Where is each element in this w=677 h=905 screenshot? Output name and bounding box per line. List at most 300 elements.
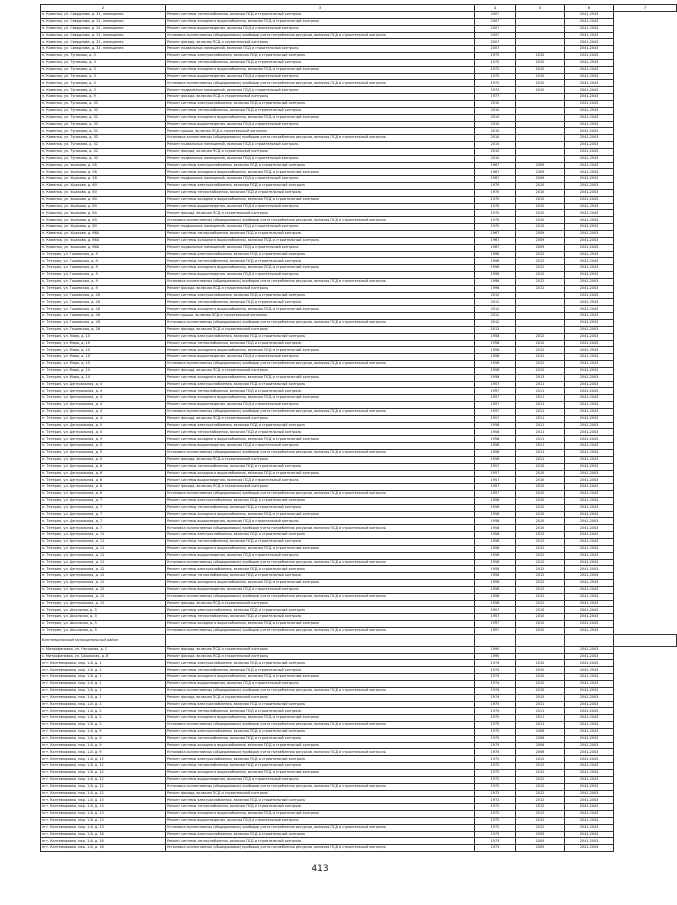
build-year-cell: 1958 (475, 422, 516, 429)
planned-period-cell: 2041-2043 (565, 715, 614, 722)
planned-period-cell: 2041-2043 (565, 354, 614, 361)
build-year-cell: 2007 (475, 18, 516, 25)
last-repair-year-cell: 2010 (516, 87, 565, 94)
last-repair-year-cell: 2012 (516, 824, 565, 831)
build-year-cell: 1957 (475, 627, 516, 634)
address-cell: п. Тетерин, ул. Центральная, д. 7 (41, 504, 166, 511)
address-cell: п. Тетерин, ул. Центральная, д. 4 (41, 388, 166, 395)
last-repair-year-cell (516, 319, 565, 326)
planned-period-cell: 2041-2043 (565, 361, 614, 368)
planned-period-cell: 2041-2043 (565, 538, 614, 545)
address-cell: п. Тетерин, ул. Гошевская, д. 9 (41, 278, 166, 285)
table-row (41, 470, 677, 477)
last-repair-year-cell: 2011 (516, 381, 565, 388)
address-cell: п. Тетерин, ул. Гошевская, д. 9 (41, 258, 166, 265)
address-cell: п. Каменка, ул. Ушакова, д. 60 (41, 183, 166, 190)
last-repair-year-cell: 2011 (516, 708, 565, 715)
address-cell: п. Каменка, ул. Тупикова, д. 32 (41, 142, 166, 149)
table-row (41, 593, 677, 600)
build-year-cell: 2010 (475, 155, 516, 162)
address-cell: п. Тетерин, ул. Центральная, д. 11 (41, 552, 166, 559)
address-cell: пгт. Кантемировка, мкр. 1-й, д. 12 (41, 776, 166, 783)
build-year-cell: 1958 (475, 511, 516, 518)
table-row (41, 614, 677, 621)
planned-period-cell: 2041-2043 (565, 586, 614, 593)
last-repair-year-cell: 2009 (516, 176, 565, 183)
address-cell: п. Каменка, ул. Тупикова, д. 32 (41, 121, 166, 128)
build-year-cell: 1958 (475, 580, 516, 587)
planned-period-cell: 2041-2043 (565, 73, 614, 80)
planned-period-cell: 2041-2043 (565, 121, 614, 128)
build-year-cell: 2010 (475, 100, 516, 107)
planned-period-cell: 2041-2043 (565, 169, 614, 176)
address-cell: п. Каменка, ул. Тупикова, д. 3 (41, 59, 166, 66)
build-year-cell: 1972 (475, 769, 516, 776)
address-cell: п. Тетерин, ул. Центральная, д. 11 (41, 532, 166, 539)
address-cell: п. Каменка, ул. Тупикова, д. 3 (41, 87, 166, 94)
address-cell: п. Тетерин, ул. Гошевская, д. 9 (41, 272, 166, 279)
address-cell: п. Тетерин, ул. Центральная, д. 12 (41, 580, 166, 587)
work-type-cell: Ремонт системы холодного водоснабжения, включая ПСД и строительный контроль (166, 769, 475, 776)
build-year-cell: 1958 (475, 525, 516, 532)
section-title: Кантемировский муниципальный район (41, 634, 166, 646)
table-row (41, 701, 677, 708)
last-repair-year-cell: 2010 (516, 224, 565, 231)
address-cell: пгт. Кантемировка, мкр. 1-й, д. 9 (41, 728, 166, 735)
work-type-cell: Ремонт системы электроснабжения, включая ПСД и строительный контроль (166, 831, 475, 838)
build-year-cell: 1974 (475, 687, 516, 694)
build-year-cell: 1958 (475, 538, 516, 545)
planned-period-cell: 2041-2043 (565, 804, 614, 811)
build-year-cell: 1970 (475, 183, 516, 190)
last-repair-year-cell: 2012 (516, 347, 565, 354)
table-row (41, 388, 677, 395)
address-cell: п. Каменка, ул. Ушакова, д. 66А (41, 231, 166, 238)
planned-period-cell: 2041-2043 (565, 183, 614, 190)
address-cell: пгт. Кантемировка, мкр. 1-й, д. 13 (41, 797, 166, 804)
build-year-cell: 1975 (475, 728, 516, 735)
build-year-cell: 1972 (475, 776, 516, 783)
planned-period-cell: 2041-2043 (565, 59, 614, 66)
last-repair-year-cell: 2010 (516, 484, 565, 491)
planned-period-cell: 2041-2043 (565, 436, 614, 443)
planned-period-cell: 2041-2043 (565, 667, 614, 674)
address-cell: п. Тетерин, ул. Центральная, д. 12 (41, 566, 166, 573)
planned-period-cell: 2041-2043 (565, 53, 614, 60)
header-cell-7: 7 (614, 5, 677, 12)
build-year-cell: 1967 (475, 244, 516, 251)
last-repair-year-cell: 2012 (516, 600, 565, 607)
last-repair-year-cell (516, 32, 565, 39)
table-row (41, 484, 677, 491)
address-cell: п. Каменка, ул. Свердлова, д. 31, помещения (41, 39, 166, 46)
last-repair-year-cell: 2010 (516, 667, 565, 674)
planned-period-cell: 2041-2043 (565, 811, 614, 818)
address-cell: п. Тетерин, ул. Центральная, д. 5 (41, 429, 166, 436)
table-row (41, 319, 677, 326)
table-row (41, 374, 677, 381)
last-repair-year-cell: 2010 (516, 80, 565, 87)
build-year-cell: 1974 (475, 694, 516, 701)
last-repair-year-cell (516, 326, 565, 333)
build-year-cell: 1957 (475, 463, 516, 470)
work-type-cell: Ремонт системы водоотведения, включая ПСД и строительный контроль (166, 586, 475, 593)
address-cell: п. Каменка, ул. Тупикова, д. 3 (41, 66, 166, 73)
last-repair-year-cell: 2012 (516, 559, 565, 566)
planned-period-cell: 2041-2043 (565, 742, 614, 749)
last-repair-year-cell: 2010 (516, 497, 565, 504)
last-repair-year-cell: 2010 (516, 621, 565, 628)
table-row (41, 142, 677, 149)
work-type-cell: Ремонт системы теплоснабжения, включая ПСД и строительный контроль (166, 107, 475, 114)
last-repair-year-cell: 2012 (516, 776, 565, 783)
table-row (41, 653, 677, 660)
last-repair-year-cell: 2012 (516, 333, 565, 340)
address-cell: пгт. Кантемировка, мкр. 1-й, д. 2 (41, 722, 166, 729)
build-year-cell: 1958 (475, 340, 516, 347)
last-repair-year-cell: 2010 (516, 59, 565, 66)
build-year-cell: 1970 (475, 224, 516, 231)
work-type-cell: Ремонт системы электроснабжения, включая ПСД и строительный контроль (166, 497, 475, 504)
work-type-cell: Ремонт системы теплоснабжения, включая ПСД и строительный контроль (166, 614, 475, 621)
table-row (41, 450, 677, 457)
work-type-cell: Ремонт системы теплоснабжения, включая ПСД и строительный контроль (166, 538, 475, 545)
header-cell-5: 5 (516, 5, 565, 12)
address-cell: пгт. Кантемировка, мкр. 1-й, д. 1 (41, 694, 166, 701)
address-cell: пгт. Кантемировка, мкр. 1-й, д. 13 (41, 817, 166, 824)
planned-period-cell: 2041-2043 (565, 176, 614, 183)
address-cell: пгт. Кантемировка, мкр. 1-й, д. 12 (41, 763, 166, 770)
planned-period-cell: 2041-2043 (565, 251, 614, 258)
build-year-cell: 1975 (475, 708, 516, 715)
planned-period-cell: 2041-2043 (565, 722, 614, 729)
last-repair-year-cell: 2009 (516, 231, 565, 238)
planned-period-cell: 2041-2043 (565, 824, 614, 831)
build-year-cell: 1975 (475, 735, 516, 742)
last-repair-year-cell: 2011 (516, 429, 565, 436)
work-type-cell: Ремонт подвальных помещений, включая ПСД и строительный контроль (166, 244, 475, 251)
table-row (41, 797, 677, 804)
address-cell: п. Тетерин, ул. Центральная, д. 4 (41, 402, 166, 409)
work-type-cell: Ремонт крыши, включая ПСД и строительный контроль (166, 313, 475, 320)
last-repair-year-cell: 2011 (516, 422, 565, 429)
table-row (41, 25, 677, 32)
work-type-cell: Ремонт системы теплоснабжения, включая ПСД и строительный контроль (166, 708, 475, 715)
build-year-cell: 2007 (475, 46, 516, 53)
address-cell: п. Тетерин, ул. Центральная, д. 11 (41, 545, 166, 552)
build-year-cell: 1957 (475, 408, 516, 415)
planned-period-cell: 2041-2043 (565, 728, 614, 735)
work-type-cell: Ремонт системы теплоснабжения, включая ПСД и строительный контроль (166, 59, 475, 66)
planned-period-cell: 2041-2043 (565, 646, 614, 653)
work-type-cell: Ремонт системы теплоснабжения, включая ПСД и строительный контроль (166, 340, 475, 347)
planned-period-cell: 2041-2043 (565, 87, 614, 94)
build-year-cell: 1958 (475, 586, 516, 593)
planned-period-cell: 2041-2043 (565, 511, 614, 518)
build-year-cell: 1958 (475, 347, 516, 354)
build-year-cell: 1975 (475, 701, 516, 708)
build-year-cell: 1958 (475, 600, 516, 607)
build-year-cell: 2012 (475, 326, 516, 333)
build-year-cell: 1958 (475, 573, 516, 580)
table-row (41, 94, 677, 101)
work-type-cell: Ремонт системы водоотведения, включая ПСД и строительный контроль (166, 25, 475, 32)
build-year-cell: 1957 (475, 614, 516, 621)
address-cell: п. Тетерин, ул. Центральная, д. 4 (41, 408, 166, 415)
work-type-cell: Ремонт системы холодного водоснабжения, включая ПСД и строительный контроль (166, 511, 475, 518)
table-row (41, 285, 677, 292)
address-cell: п. Каменка, ул. Свердлова, д. 31, помещения (41, 18, 166, 25)
table-row (41, 87, 677, 94)
build-year-cell: 1957 (475, 477, 516, 484)
table-row (41, 265, 677, 272)
build-year-cell: 1972 (475, 783, 516, 790)
last-repair-year-cell (516, 114, 565, 121)
work-type-cell: Ремонт системы теплоснабжения, включая ПСД и строительный контроль (166, 388, 475, 395)
last-repair-year-cell: 2010 (516, 463, 565, 470)
last-repair-year-cell: 2012 (516, 580, 565, 587)
work-type-cell: Ремонт системы холодного водоснабжения, включая ПСД и строительный контроль (166, 306, 475, 313)
work-type-cell: Ремонт системы теплоснабжения, включая ПСД и строительный контроль (166, 667, 475, 674)
address-cell: п. Каменка, ул. Свердлова, д. 31, помещения (41, 46, 166, 53)
work-type-cell: Ремонт системы теплоснабжения, включая ПСД и строительный контроль (166, 804, 475, 811)
last-repair-year-cell: 2010 (516, 681, 565, 688)
build-year-cell: 1958 (475, 456, 516, 463)
table-row (41, 128, 677, 135)
work-type-cell: Ремонт системы холодного водоснабжения, включая ПСД и строительный контроль (166, 66, 475, 73)
table-row (41, 845, 677, 852)
planned-period-cell: 2041-2043 (565, 100, 614, 107)
address-cell: п. Каменка, ул. Ушакова, д. 60 (41, 217, 166, 224)
work-type-cell: Ремонт фасада, включая ПСД и строительный контроль (166, 456, 475, 463)
build-year-cell: 1972 (475, 756, 516, 763)
header-cell-3: 3 (166, 5, 475, 12)
planned-period-cell: 2041-2043 (565, 319, 614, 326)
table-row (41, 627, 677, 634)
last-repair-year-cell: 2010 (516, 217, 565, 224)
table-row (41, 121, 677, 128)
work-type-cell: Ремонт подвальных помещений, включая ПСД и строительный контроль (166, 176, 475, 183)
build-year-cell: 1998 (475, 265, 516, 272)
build-year-cell: 1998 (475, 278, 516, 285)
planned-period-cell: 2041-2043 (565, 674, 614, 681)
work-type-cell: Ремонт системы водоотведения, включая ПСД и строительный контроль (166, 121, 475, 128)
address-cell: п. Каменка, ул. Ушакова, д. 58 (41, 162, 166, 169)
build-year-cell: 1958 (475, 436, 516, 443)
table-row (41, 326, 677, 333)
build-year-cell: 1970 (475, 210, 516, 217)
work-type-cell: Ремонт фасада, включая ПСД и строительный контроль (166, 484, 475, 491)
address-cell: пгт. Кантемировка, мкр. 1-й, д. 18 (41, 838, 166, 845)
planned-period-cell: 2041-2043 (565, 313, 614, 320)
build-year-cell: 1958 (475, 566, 516, 573)
last-repair-year-cell: 2013 (516, 374, 565, 381)
build-year-cell: 1958 (475, 367, 516, 374)
planned-period-cell: 2041-2043 (565, 39, 614, 46)
last-repair-year-cell: 2010 (516, 183, 565, 190)
planned-period-cell: 2041-2043 (565, 653, 614, 660)
work-type-cell: Установка коллективных (общедомовых) приборов учета потребления ресурсов, включая ПСД и строительный контроль (166, 627, 475, 634)
table-row (41, 694, 677, 701)
planned-period-cell: 2041-2043 (565, 443, 614, 450)
planned-period-cell: 2041-2043 (565, 783, 614, 790)
build-year-cell: 1967 (475, 169, 516, 176)
address-cell: п. Тетерин, ул. Мира, д. 10 (41, 367, 166, 374)
planned-period-cell: 2041-2043 (565, 196, 614, 203)
work-type-cell: Ремонт системы водоотведения, включая ПСД и строительный контроль (166, 272, 475, 279)
last-repair-year-cell (516, 653, 565, 660)
header-row (41, 5, 677, 12)
table-row (41, 429, 677, 436)
address-cell: п. Тетерин, ул. Гошевская, д. 26 (41, 326, 166, 333)
work-type-cell: Ремонт системы теплоснабжения, включая ПСД и строительный контроль (166, 429, 475, 436)
section-header-row (41, 634, 677, 646)
work-type-cell: Ремонт системы холодного водоснабжения, включая ПСД и строительный контроль (166, 395, 475, 402)
table-row (41, 135, 677, 142)
build-year-cell: 1974 (475, 681, 516, 688)
build-year-cell: 1958 (475, 532, 516, 539)
build-year-cell: 1957 (475, 621, 516, 628)
address-cell: пгт. Кантемировка, мкр. 1-й, д. 2 (41, 715, 166, 722)
header-cell-2: 2 (41, 5, 166, 12)
address-cell: пгт. Кантемировка, мкр. 1-й, д. 9 (41, 749, 166, 756)
last-repair-year-cell: 2010 (516, 525, 565, 532)
last-repair-year-cell: 2009 (516, 237, 565, 244)
planned-period-cell: 2041-2043 (565, 258, 614, 265)
planned-period-cell: 2041-2043 (565, 545, 614, 552)
last-repair-year-cell: 2011 (516, 408, 565, 415)
work-type-cell: Ремонт фасада, включая ПСД и строительный контроль (166, 367, 475, 374)
planned-period-cell: 2041-2043 (565, 244, 614, 251)
work-type-cell: Ремонт системы холодного водоснабжения, включая ПСД и строительный контроль (166, 742, 475, 749)
table-row (41, 687, 677, 694)
build-year-cell: 1967 (475, 176, 516, 183)
last-repair-year-cell (516, 646, 565, 653)
build-year-cell: 1990 (475, 646, 516, 653)
planned-period-cell: 2041-2043 (565, 402, 614, 409)
work-type-cell: Ремонт системы электроснабжения, включая ПСД и строительный контроль (166, 53, 475, 60)
planned-period-cell: 2041-2043 (565, 203, 614, 210)
last-repair-year-cell: 2005 (516, 845, 565, 852)
build-year-cell: 1972 (475, 804, 516, 811)
build-year-cell: 2010 (475, 135, 516, 142)
address-cell: п. Каменка, ул. Тупикова, д. 9 (41, 94, 166, 101)
planned-period-cell: 2041-2043 (565, 701, 614, 708)
planned-period-cell: 2041-2043 (565, 552, 614, 559)
build-year-cell: 1957 (475, 607, 516, 614)
address-cell: п. Тетерин, ул. Центральная, д. 5 (41, 443, 166, 450)
table-row (41, 463, 677, 470)
last-repair-year-cell: 2011 (516, 456, 565, 463)
work-type-cell: Установка коллективных (общедомовых) приборов учета потребления ресурсов, включая ПСД и строительный контроль (166, 593, 475, 600)
last-repair-year-cell: 2011 (516, 415, 565, 422)
build-year-cell: 1957 (475, 484, 516, 491)
table-row (41, 763, 677, 770)
last-repair-year-cell: 2012 (516, 586, 565, 593)
table-row (41, 155, 677, 162)
planned-period-cell: 2041-2043 (565, 756, 614, 763)
work-type-cell: Ремонт крыши, включая ПСД и строительный контроль (166, 128, 475, 135)
planned-period-cell: 2041-2043 (565, 687, 614, 694)
last-repair-year-cell: 2010 (516, 203, 565, 210)
table-row (41, 749, 677, 756)
build-year-cell: 1972 (475, 824, 516, 831)
table-row (41, 722, 677, 729)
table-row (41, 559, 677, 566)
build-year-cell: 1958 (475, 361, 516, 368)
planned-period-cell: 2041-2043 (565, 470, 614, 477)
build-year-cell: 1958 (475, 518, 516, 525)
work-type-cell: Ремонт системы холодного водоснабжения, включая ПСД и строительный контроль (166, 580, 475, 587)
table-row (41, 660, 677, 667)
last-repair-year-cell: 2012 (516, 763, 565, 770)
last-repair-year-cell (516, 299, 565, 306)
address-cell: с. Митрофановка, ул. Школьная, д. 8 (41, 653, 166, 660)
address-cell: п. Каменка, ул. Тупикова, д. 32 (41, 128, 166, 135)
work-type-cell: Ремонт системы водоотведения, включая ПСД и строительный контроль (166, 552, 475, 559)
address-cell: п. Каменка, ул. Ушакова, д. 60 (41, 196, 166, 203)
table-row (41, 176, 677, 183)
work-type-cell: Установка коллективных (общедомовых) приборов учета потребления ресурсов, включая ПСД и строительный контроль (166, 278, 475, 285)
planned-period-cell: 2041-2043 (565, 285, 614, 292)
work-type-cell: Ремонт системы холодного водоснабжения, включая ПСД и строительный контроль (166, 621, 475, 628)
work-type-cell: Ремонт системы теплоснабжения, включая ПСД и строительный контроль (166, 763, 475, 770)
address-cell: пгт. Кантемировка, мкр. 1-й, д. 1 (41, 681, 166, 688)
work-type-cell: Ремонт системы электроснабжения, включая ПСД и строительный контроль (166, 183, 475, 190)
last-repair-year-cell: 2012 (516, 251, 565, 258)
work-type-cell: Ремонт системы водоотведения, включая ПСД и строительный контроль (166, 518, 475, 525)
build-year-cell: 1973 (475, 831, 516, 838)
work-type-cell: Ремонт системы электроснабжения, включая ПСД и строительный контроль (166, 251, 475, 258)
planned-period-cell: 2041-2043 (565, 299, 614, 306)
last-repair-year-cell: 2010 (516, 196, 565, 203)
address-cell: п. Тетерин, ул. Школьная, д. 3 (41, 614, 166, 621)
address-cell: п. Тетерин, ул. Центральная, д. 6 (41, 477, 166, 484)
work-type-cell: Ремонт системы водоотведения, включая ПСД и строительный контроль (166, 354, 475, 361)
planned-period-cell: 2041-2043 (565, 210, 614, 217)
address-cell: п. Тетерин, ул. Гошевская, д. 26 (41, 319, 166, 326)
planned-period-cell: 2041-2043 (565, 12, 614, 19)
planned-period-cell: 2041-2043 (565, 189, 614, 196)
header-cell-6: 6 (565, 5, 614, 12)
work-type-cell: Ремонт системы электроснабжения, включая ПСД и строительный контроль (166, 422, 475, 429)
address-cell: п. Каменка, ул. Тупикова, д. 3 (41, 80, 166, 87)
last-repair-year-cell: 2006 (516, 742, 565, 749)
planned-period-cell: 2041-2043 (565, 292, 614, 299)
table-row (41, 538, 677, 545)
last-repair-year-cell (516, 25, 565, 32)
work-type-cell: Ремонт системы электроснабжения, включая ПСД и строительный контроль (166, 701, 475, 708)
build-year-cell: 1972 (475, 53, 516, 60)
last-repair-year-cell: 2009 (516, 244, 565, 251)
build-year-cell: 1958 (475, 545, 516, 552)
work-type-cell: Ремонт фасада, включая ПСД и строительный контроль (166, 415, 475, 422)
table-row (41, 66, 677, 73)
planned-period-cell: 2041-2043 (565, 422, 614, 429)
planned-period-cell: 2041-2043 (565, 237, 614, 244)
last-repair-year-cell (516, 148, 565, 155)
address-cell: п. Тетерин, ул. Центральная, д. 6 (41, 491, 166, 498)
work-type-cell: Ремонт системы теплоснабжения, включая ПСД и строительный контроль (166, 189, 475, 196)
last-repair-year-cell: 2006 (516, 749, 565, 756)
table-row (41, 586, 677, 593)
last-repair-year-cell: 2012 (516, 354, 565, 361)
work-type-cell: Ремонт системы холодного водоснабжения, включая ПСД и строительный контроль (166, 169, 475, 176)
build-year-cell: 1972 (475, 59, 516, 66)
table-row (41, 408, 677, 415)
table-row (41, 189, 677, 196)
work-type-cell: Ремонт системы водоотведения, включая ПСД и строительный контроль (166, 203, 475, 210)
